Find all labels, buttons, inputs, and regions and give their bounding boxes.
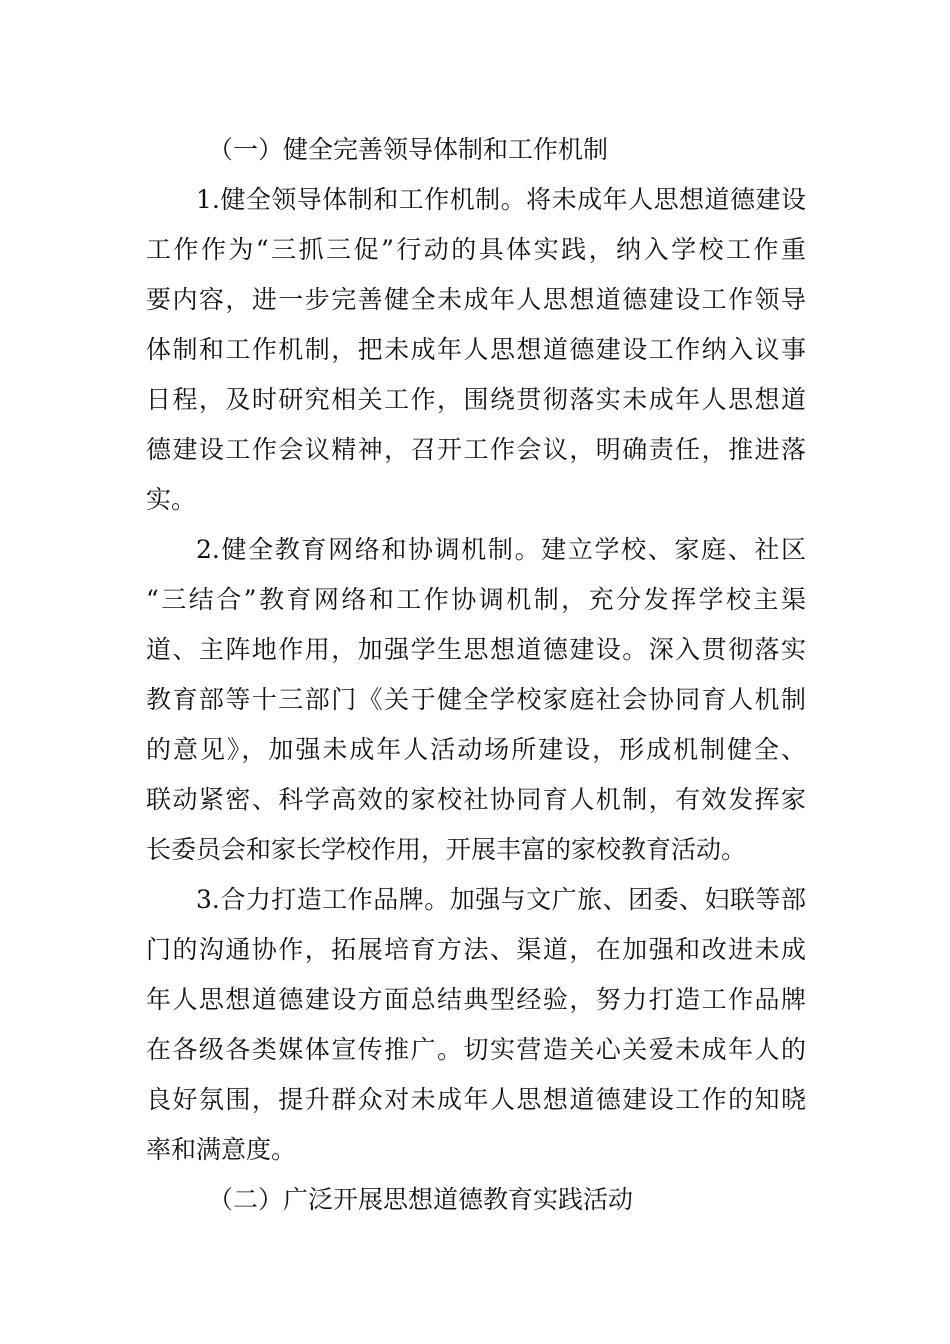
paragraph-3-line-3: 年人思想道德建设方面总结典型经验，努力打造工作品牌 xyxy=(146,985,806,1014)
paragraph-1-line-3: 要内容，进一步完善健全未成年人思想道德建设工作领导 xyxy=(146,285,806,314)
paragraph-3-line-1: 3.合力打造工作品牌。加强与文广旅、团委、妇联等部 xyxy=(196,885,806,914)
paragraph-1-line-4: 体制和工作机制，把未成年人思想道德建设工作纳入议事 xyxy=(146,335,806,364)
paragraph-3-line-2: 门的沟通协作，拓展培育方法、渠道，在加强和改进未成 xyxy=(146,935,806,964)
paragraph-2-line-5: 的意见》，加强未成年人活动场所建设，形成机制健全、 xyxy=(146,735,806,764)
paragraph-1-line-5: 日程，及时研究相关工作，围绕贯彻落实未成年人思想道 xyxy=(146,385,806,414)
section-heading-2: （二）广泛开展思想道德教育实践活动 xyxy=(208,1185,634,1214)
paragraph-2-line-7: 长委员会和家长学校作用，开展丰富的家校教育活动。 xyxy=(146,835,747,864)
paragraph-3-line-4: 在各级各类媒体宣传推广。切实营造关心关爱未成年人的 xyxy=(146,1035,806,1064)
paragraph-1-line-6: 德建设工作会议精神，召开工作会议，明确责任，推进落 xyxy=(146,435,806,464)
paragraph-2-line-1: 2.健全教育网络和协调机制。建立学校、家庭、社区 xyxy=(196,535,806,564)
section-heading-1: （一）健全完善领导体制和工作机制 xyxy=(208,135,609,164)
paragraph-2-line-4: 教育部等十三部门《关于健全学校家庭社会协同育人机制 xyxy=(146,685,806,714)
paragraph-1-line-7: 实。 xyxy=(146,485,197,514)
paragraph-1-line-1: 1.健全领导体制和工作机制。将未成年人思想道德建设 xyxy=(196,185,806,214)
paragraph-2-line-3: 道、主阵地作用，加强学生思想道德建设。深入贯彻落实 xyxy=(146,635,806,664)
paragraph-3-line-6: 率和满意度。 xyxy=(146,1135,297,1164)
paragraph-2-line-2: “三结合”教育网络和工作协调机制，充分发挥学校主渠 xyxy=(146,585,806,614)
paragraph-1-line-2: 工作作为“三抓三促”行动的具体实践，纳入学校工作重 xyxy=(146,235,806,264)
paragraph-3-line-5: 良好氛围，提升群众对未成年人思想道德建设工作的知晓 xyxy=(146,1085,806,1114)
paragraph-2-line-6: 联动紧密、科学高效的家校社协同育人机制，有效发挥家 xyxy=(146,785,806,814)
